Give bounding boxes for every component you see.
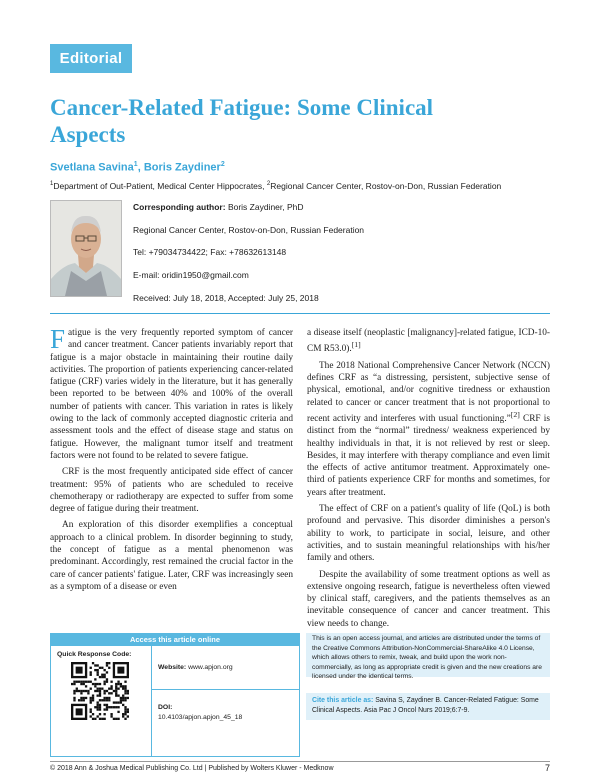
page-number: 7 bbox=[544, 763, 550, 773]
corresponding-author: Corresponding author: Boris Zaydiner, PhD bbox=[133, 202, 304, 212]
access-article-box bbox=[50, 633, 300, 757]
footer-divider bbox=[50, 761, 550, 762]
citation-label: Cite this article as: bbox=[312, 697, 374, 704]
author-name[interactable]: Boris Zaydiner bbox=[143, 161, 221, 174]
body-paragraph: CRF is the most frequently anticipated side effect of cancer treatment: 95% of patients who are scheduled to receive chemotherapy or radiotherapy are expected to suffer from some degree of fatigue during their treatment. bbox=[50, 467, 293, 515]
author-list: Svetlana Savina$^1$, Boris Zaydiner$^2$ bbox=[50, 161, 225, 174]
author-photo bbox=[50, 200, 122, 297]
access-box-divider bbox=[151, 646, 152, 756]
drop-cap: F bbox=[50, 324, 66, 354]
body-paragraph: An exploration of this disorder exemplifies a conceptual approach to a clinical problem. In disorder beginning to study, the concept of fatigue as a mental phenomenon was predominant. Accordingly, rest remained the crucial factor in the care of cancer patients' fatigue. Later, CRF was increasingly seen as a symptom of a disease or even bbox=[50, 520, 293, 592]
body-column-right bbox=[307, 327, 550, 634]
doi-link[interactable]: 10.4103/apjon.apjon_45_18 bbox=[158, 714, 243, 721]
received-accepted-dates: Received: July 18, 2018, Accepted: July 25, 2018 bbox=[133, 293, 319, 303]
body-paragraph: The effect of CRF on a patient's quality of life (QoL) is both profound and pervasive. This disorder diminishes a person's ability to work, to participate in social, leisure, and other activities, and to sustain meaningful relationships with his/her family and others. bbox=[307, 504, 550, 564]
citation-box bbox=[306, 693, 550, 720]
body-column-left bbox=[50, 324, 293, 597]
author-portrait-image bbox=[51, 201, 121, 296]
body-paragraph: Fatigue is the very frequently reported symptom of cancer and cancer treatment. Cancer patients invariably report that fatigue is a major obstacle in maintaining their routine daily activities. The proportion of patients experiencing cancer-related fatigue (CRF) varies widely in the literature, but it has generally been reported to be between 40% and 100% of the overall number of patients with cancer. This variation in rates is likely owing to the lack of commonly accepted diagnostic criteria and assessment tools and the effect of disease stage and status on fatigue. However, the malignant tumor itself and treatment factors were not found to be related to severe fatigue. bbox=[50, 324, 293, 461]
qr-label: Quick Response Code: bbox=[57, 651, 132, 658]
website-link[interactable]: www.apjon.org bbox=[188, 664, 233, 671]
website-info: Website: www.apjon.org bbox=[158, 664, 233, 671]
author-affil-sup: 2 bbox=[220, 161, 225, 168]
author-affil-sup: 1 bbox=[133, 161, 138, 168]
footer-publisher: © 2018 Ann & Joshua Medical Publishing Co. Ltd | Published by Wolters Kluwer - Medknow bbox=[50, 765, 334, 772]
article-title: Cancer-Related Fatigue: Some Clinical Aspects bbox=[50, 95, 434, 147]
author-email[interactable]: E-mail: oridin1950@gmail.com bbox=[133, 270, 249, 280]
author-phone: Tel: +79034734422; Fax: +78632613148 bbox=[133, 247, 287, 257]
qr-code-icon[interactable] bbox=[71, 662, 129, 720]
affiliations: $^1$Department of Out-Patient, Medical Center Hippocrates, $^2$Regional Cancer Center, Rostov-on-Don, Russian Federation bbox=[50, 181, 502, 191]
access-box-divider bbox=[151, 689, 299, 690]
body-paragraph: Despite the availability of some treatment options as well as extensive ongoing research, fatigue is nevertheless often viewed by clinical staff, caregivers, and the patients themselves as an inevitable consequence of cancer and cancer treatment. This view needs to change. bbox=[307, 569, 550, 629]
author-address: Regional Cancer Center, Rostov-on-Don, Russian Federation bbox=[133, 225, 365, 235]
body-paragraph: a disease itself (neoplastic [malignancy]-related fatigue, ICD-10-CM R53.0).[1] bbox=[307, 328, 550, 355]
doi-label: DOI: bbox=[158, 704, 173, 711]
author-name[interactable]: Svetlana Savina bbox=[50, 161, 134, 174]
section-tag: Editorial bbox=[50, 44, 132, 73]
citation-ref[interactable]: [1] bbox=[351, 340, 361, 350]
citation-text: Savina S, Zaydiner B. Cancer-Related Fatigue: Some Clinical Aspects. Asia Pac J Oncol Nurs 2019;6:7-9. bbox=[312, 697, 539, 715]
citation-ref[interactable]: [2] bbox=[510, 409, 520, 419]
license-box: This is an open access journal, and articles are distributed under the terms of the Creative Commons Attribution-NonCommercial-ShareAlike 4.0 License, which allows others to remix, tweak, and build upon the work non-commercially, as long as appropriate credit is given and the new creations are licensed under the identical terms. bbox=[306, 633, 550, 677]
body-paragraph: The 2018 National Comprehensive Cancer Network (NCCN) defines CRF as “a distressing, persistent, subjective sense of physical, emotional, and/or cognitive tiredness or exhaustion related to cancer or cancer treatment that is not proportional to recent activity and interferes with usual functioning.”[2] CRF is distinct from the “normal” tiredness/ weakness experienced by healthy individuals in that, it is not relieved by rest or sleep. Besides, it may interfere with therapy compliance and even limit the effects of active antitumor treatment. Approximately one-third of patients experience CRF for months and sometimes, for years after treatment. bbox=[307, 360, 550, 498]
header-divider bbox=[50, 313, 550, 314]
access-box-header: Access this article online bbox=[51, 634, 299, 646]
